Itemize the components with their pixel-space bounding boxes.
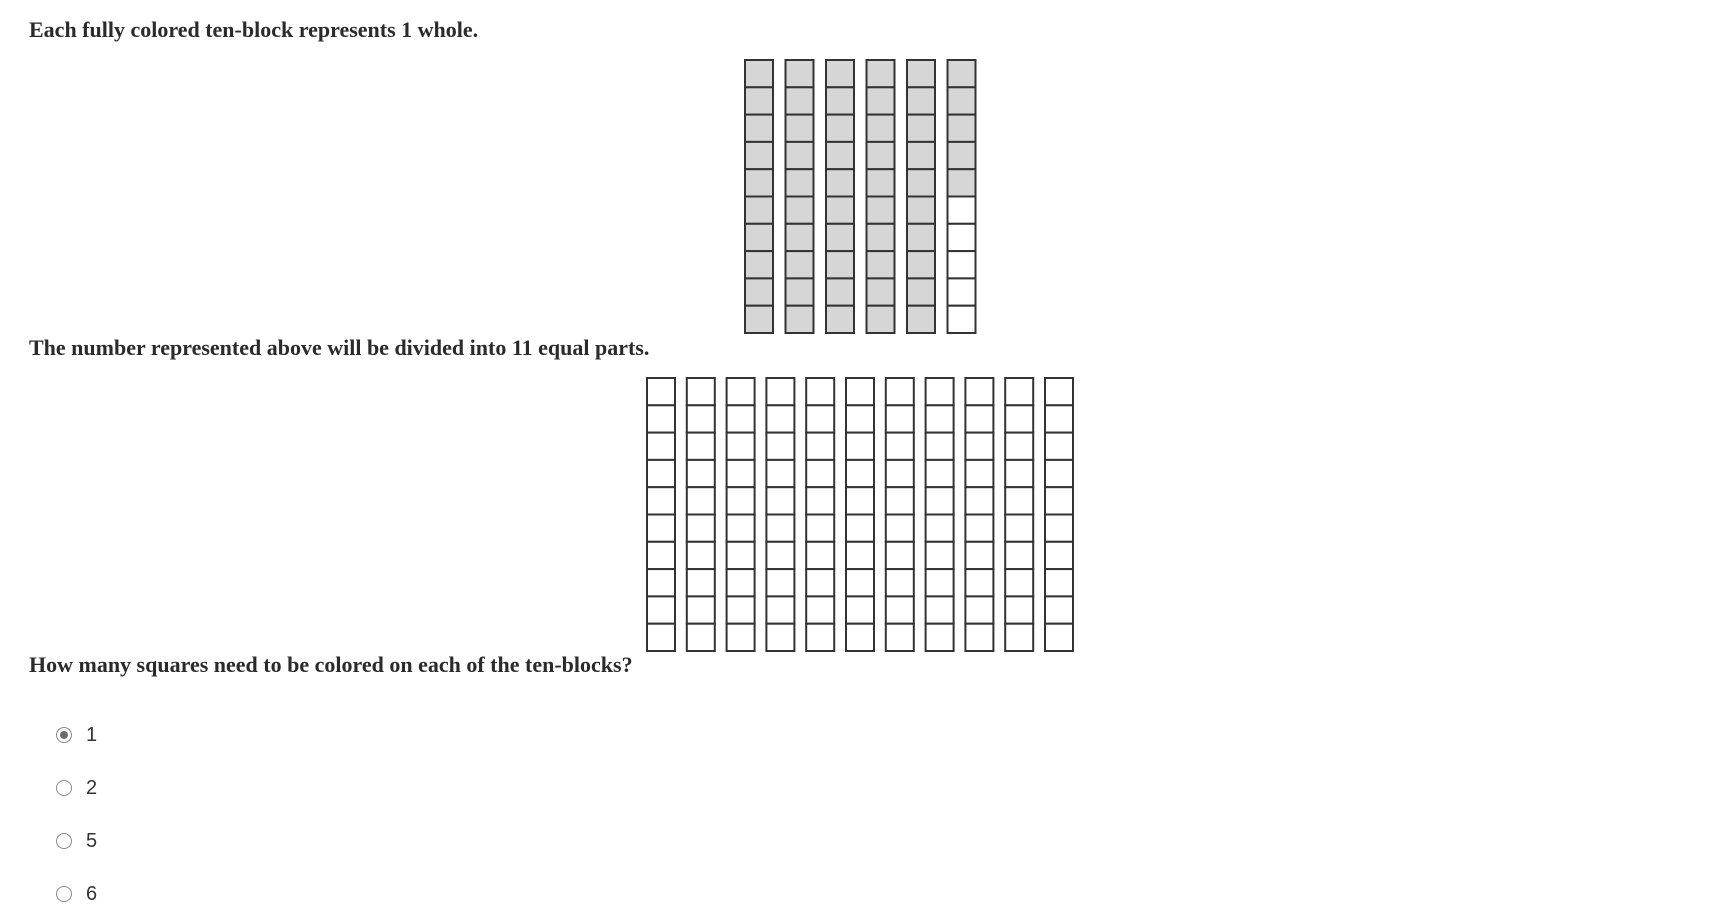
empty-square [727,542,755,569]
shaded-square [745,306,773,333]
empty-square [727,378,755,405]
answer-choice-label: 1 [86,723,98,746]
empty-square [766,378,794,405]
ten-block [826,60,854,333]
empty-square [926,433,954,460]
shaded-square [907,251,935,278]
ten-block [806,378,834,651]
empty-square [1005,405,1033,432]
shaded-square [745,142,773,169]
answer-choices [53,708,97,920]
answer-choice-1[interactable] [53,708,97,761]
shaded-square [786,306,814,333]
empty-square [1045,596,1073,623]
empty-square [1045,460,1073,487]
empty-square [886,542,914,569]
shaded-square [786,60,814,87]
shaded-square [745,87,773,114]
ten-block [745,60,773,333]
radio-button-1[interactable] [56,727,72,743]
shaded-square [745,169,773,196]
shaded-square [826,142,854,169]
empty-square [647,596,675,623]
shaded-square [948,115,976,142]
shaded-square [745,251,773,278]
shaded-square [826,278,854,305]
question-prompt-whole: Each fully colored ten-block represents 1 whole. [29,17,479,42]
empty-square [886,624,914,651]
ten-block [647,378,675,651]
shaded-square [948,87,976,114]
empty-square [647,624,675,651]
empty-square [806,378,834,405]
shaded-square [907,306,935,333]
empty-square [647,460,675,487]
shaded-square [867,224,895,251]
shaded-square [826,224,854,251]
empty-square [886,596,914,623]
empty-square [727,433,755,460]
empty-square [687,460,715,487]
empty-square [766,515,794,542]
radio-button-6[interactable] [56,886,72,902]
ten-block [846,378,874,651]
empty-square [687,624,715,651]
empty-square [806,624,834,651]
empty-square [687,515,715,542]
ten-block [1005,378,1033,651]
empty-square [806,596,834,623]
ten-block [926,378,954,651]
empty-square [1045,542,1073,569]
shaded-square [786,251,814,278]
answer-choice-5[interactable] [53,814,97,867]
empty-square [647,569,675,596]
empty-square [965,378,993,405]
empty-square [766,433,794,460]
empty-square [806,433,834,460]
empty-square [687,569,715,596]
empty-square [965,596,993,623]
shaded-square [907,197,935,224]
shaded-square [826,169,854,196]
empty-square [846,596,874,623]
empty-square [948,251,976,278]
empty-square [647,542,675,569]
shaded-square [907,60,935,87]
empty-square [926,515,954,542]
empty-square [926,405,954,432]
empty-square [687,596,715,623]
empty-square [766,569,794,596]
empty-square [687,405,715,432]
shaded-square [745,60,773,87]
empty-square [1005,487,1033,514]
empty-square [965,515,993,542]
shaded-square [867,169,895,196]
ten-block [786,60,814,333]
empty-square [1005,515,1033,542]
empty-square [727,624,755,651]
shaded-square [867,197,895,224]
shaded-square [745,278,773,305]
empty-square [766,542,794,569]
empty-square [886,569,914,596]
empty-square [1005,596,1033,623]
empty-square [926,596,954,623]
empty-square [965,542,993,569]
empty-square [886,515,914,542]
empty-square [948,224,976,251]
empty-square [806,569,834,596]
empty-square [926,487,954,514]
shaded-square [826,306,854,333]
empty-square [727,460,755,487]
empty-square [1005,460,1033,487]
shaded-square [826,115,854,142]
shaded-square [786,169,814,196]
shaded-square [786,197,814,224]
empty-square [846,569,874,596]
shaded-square [907,142,935,169]
shaded-square [948,60,976,87]
empty-square [766,487,794,514]
empty-square [727,515,755,542]
empty-square [687,542,715,569]
empty-square [846,624,874,651]
answer-choice-label: 5 [86,829,98,852]
shaded-square [786,115,814,142]
answer-choice-label: 6 [86,882,98,905]
answer-choice-6[interactable] [53,867,97,920]
shaded-square [907,115,935,142]
ten-block [727,378,755,651]
empty-square [687,378,715,405]
ten-block [965,378,993,651]
empty-square [948,197,976,224]
shaded-square [907,224,935,251]
empty-square [965,433,993,460]
answer-choice-2[interactable] [53,761,97,814]
empty-square [886,460,914,487]
empty-square [806,405,834,432]
empty-square [766,460,794,487]
shaded-square [826,251,854,278]
empty-square [948,306,976,333]
empty-square [1045,433,1073,460]
shaded-square [786,278,814,305]
empty-square [926,460,954,487]
empty-square [965,624,993,651]
empty-square [886,433,914,460]
empty-square [687,487,715,514]
empty-square [687,433,715,460]
shaded-square [786,87,814,114]
question-prompt-ask: How many squares need to be colored on each of the ten-blocks? [29,652,633,677]
empty-square [766,596,794,623]
answer-choice-label: 2 [86,776,98,799]
empty-square [1045,405,1073,432]
empty-square [926,569,954,596]
empty-square [727,487,755,514]
shaded-square [786,224,814,251]
shaded-square [867,306,895,333]
empty-square [846,378,874,405]
empty-square [647,487,675,514]
empty-square [886,405,914,432]
shaded-square [826,87,854,114]
empty-square [886,378,914,405]
shaded-square [867,60,895,87]
shaded-square [867,115,895,142]
shaded-square [907,278,935,305]
empty-square [1005,569,1033,596]
shaded-square [867,87,895,114]
empty-square [806,542,834,569]
empty-square [846,487,874,514]
empty-square [806,460,834,487]
shaded-square [948,169,976,196]
empty-square [647,405,675,432]
empty-square [766,624,794,651]
empty-square [727,569,755,596]
shaded-square [745,224,773,251]
empty-square [846,515,874,542]
empty-square [926,378,954,405]
question-prompt-division: The number represented above will be divided into 11 equal parts. [29,335,650,360]
shaded-square [948,142,976,169]
empty-square [846,433,874,460]
empty-square [647,433,675,460]
empty-square [886,487,914,514]
empty-square [965,487,993,514]
empty-square [965,405,993,432]
empty-square [806,487,834,514]
shaded-square [907,87,935,114]
ten-block [886,378,914,651]
empty-square [965,569,993,596]
empty-square [846,405,874,432]
empty-square [926,542,954,569]
shaded-square [745,197,773,224]
empty-square [1045,487,1073,514]
shaded-square [745,115,773,142]
empty-square [647,378,675,405]
empty-square [965,460,993,487]
ten-block [766,378,794,651]
empty-square [948,278,976,305]
radio-button-2[interactable] [56,780,72,796]
empty-square [806,515,834,542]
empty-square [766,405,794,432]
empty-square [647,515,675,542]
empty-square [1005,542,1033,569]
empty-square [1005,433,1033,460]
empty-square [1045,624,1073,651]
shaded-square [867,251,895,278]
empty-square [926,624,954,651]
ten-blocks-model-top [744,59,976,335]
empty-square [846,460,874,487]
empty-square [1005,378,1033,405]
shaded-square [867,278,895,305]
empty-square [727,405,755,432]
ten-block [948,60,976,333]
shaded-square [867,142,895,169]
radio-button-5[interactable] [56,833,72,849]
ten-block [687,378,715,651]
shaded-square [826,60,854,87]
empty-square [727,596,755,623]
empty-square [1005,624,1033,651]
empty-square [846,542,874,569]
shaded-square [786,142,814,169]
empty-square [1045,515,1073,542]
empty-square [1045,569,1073,596]
ten-block [907,60,935,333]
shaded-square [907,169,935,196]
shaded-square [826,197,854,224]
ten-blocks-model-bottom [646,377,1074,653]
ten-block [867,60,895,333]
ten-block [1045,378,1073,651]
empty-square [1045,378,1073,405]
